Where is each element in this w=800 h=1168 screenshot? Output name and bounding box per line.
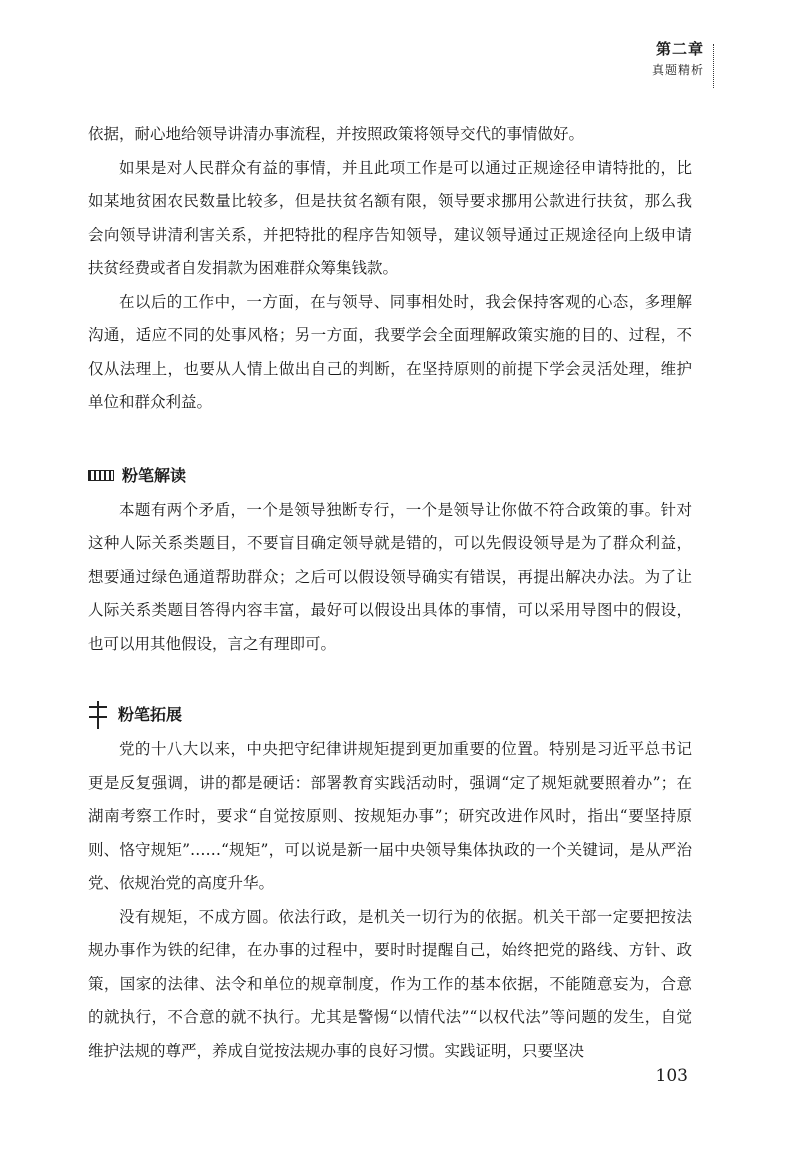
page-number: 103: [655, 1066, 688, 1086]
running-head-divider: [713, 44, 714, 88]
paragraph: 没有规矩，不成方圆。依法行政，是机关一切行为的依据。机关干部一定要把按法规办事作为铁的纪律，在办事的过程中，要时时提醒自己，始终把党的路线、方针、政策，国家的法律、法令和单位的规章制度，作为工作的基本依据，不能随意妄为，合意的就执行，不合意的就不执行。尤其是警惕“以情代法”“以权代法”等问题的发生，自觉维护法规的尊严，养成自觉按法规办事的良好习惯。实践证明，只要坚决: [88, 907, 692, 1060]
page-body: [88, 118, 692, 1068]
section-heading-interpret: [88, 462, 692, 490]
paragraph: 本题有两个矛盾，一个是领导独断专行，一个是领导让你做不符合政策的事。针对这种人际关系类题目，不要盲目确定领导就是错的，可以先假设领导是为了群众利益，想要通过绿色通道帮助群众；之后可以假设领导确实有错误，再提出解决办法。为了让人际关系类题目答得内容丰富，最好可以假设出具体的事情，可以采用导图中的假设，也可以用其他假设，言之有理即可。: [88, 500, 692, 653]
paragraph: 在以后的工作中，一方面，在与领导、同事相处时，我会保持客观的心态，多理解沟通，适应不同的处事风格；另一方面，我要学会全面理解政策实施的目的、过程，不仅从法理上，也要从人情上做出自己的判断，在坚持原则的前提下学会灵活处理，维护单位和群众利益。: [88, 292, 692, 411]
tree-icon: [88, 701, 110, 729]
running-head: [652, 40, 704, 78]
section-title: 粉笔解读: [122, 465, 187, 485]
paragraph: 如果是对人民群众有益的事情，并且此项工作是可以通过正规途径申请特批的，比如某地贫困农民数量比较多，但是扶贫名额有限，领导要求挪用公款进行扶贫，那么我会向领导讲清利害关系，并把特批的程序告知领导，建议领导通过正规途径向上级申请扶贫经费或者自发捐款为困难群众筹集钱款。: [88, 158, 692, 277]
book-icon: [88, 470, 114, 481]
paragraph: 依据，耐心地给领导讲清办事流程，并按照政策将领导交代的事情做好。: [88, 125, 585, 143]
paragraph: 党的十八大以来，中央把守纪律讲规矩提到更加重要的位置。特别是习近平总书记更是反复强调，讲的都是硬话：部署教育实践活动时，强调“定了规矩就要照着办”；在湖南考察工作时，要求“自觉按原则、按规矩办事”；研究改进作风时，指出“要坚持原则、恪守规矩”……“规矩”，可以说是新一届中央领导集体执政的一个关键词，是从严治党、依规治党的高度升华。: [88, 740, 692, 892]
chapter-subtitle: 真题精析: [651, 62, 704, 77]
section-title: 粉笔拓展: [118, 705, 183, 724]
chapter-label: 第二章: [655, 40, 704, 58]
section-heading-expand: [88, 701, 692, 729]
